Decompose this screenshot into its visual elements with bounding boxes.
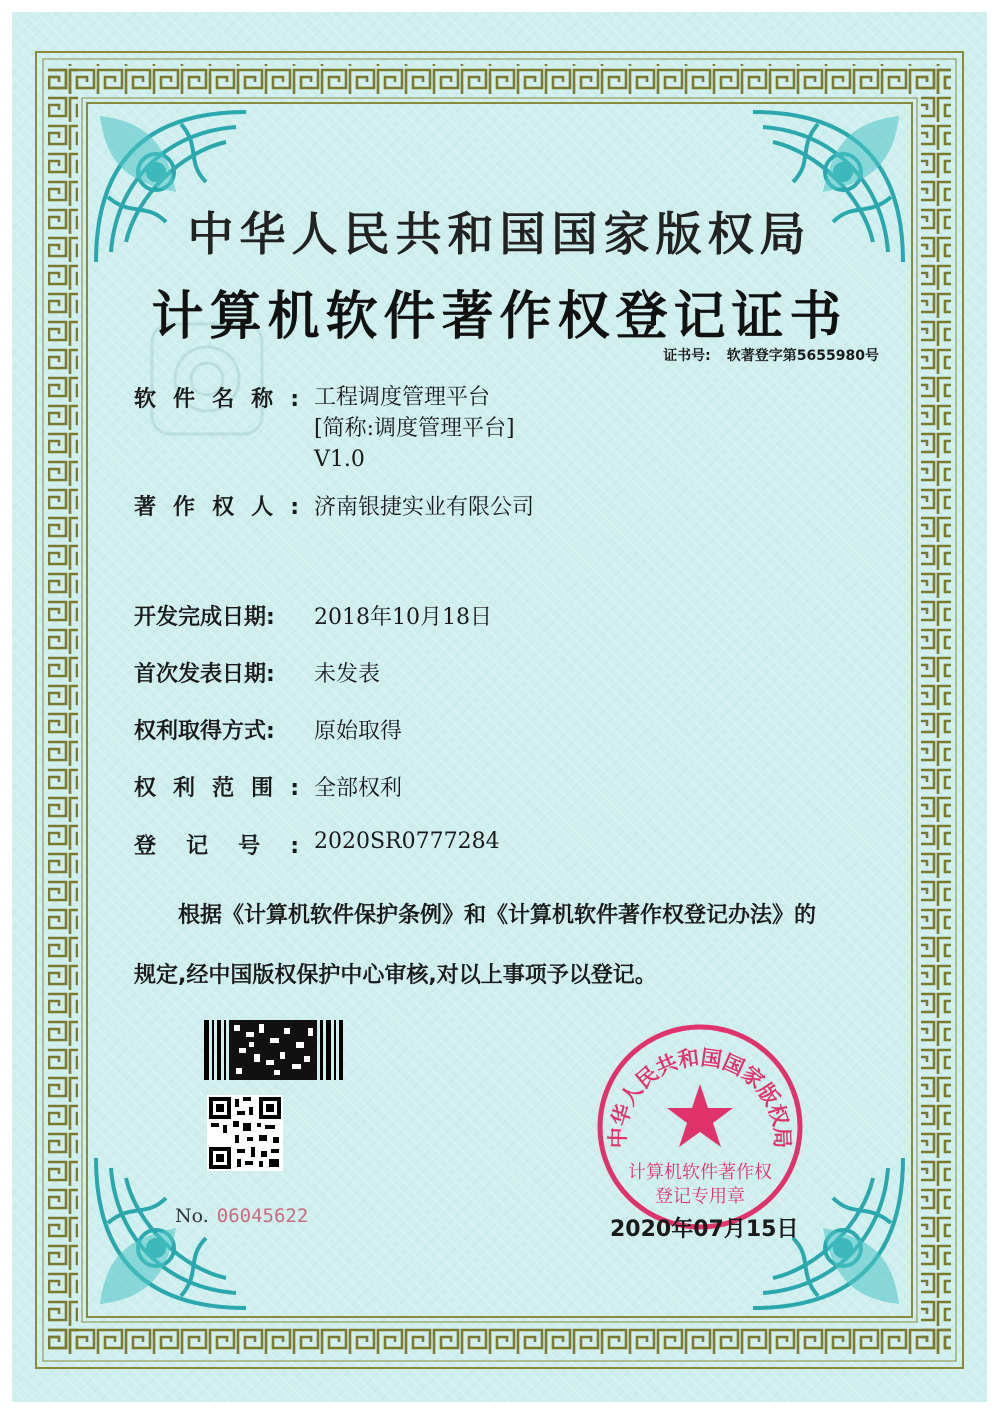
qr-code-icon (207, 1095, 283, 1171)
seal-ring-text: 中华人民共和国国家版权局 (605, 1045, 795, 1149)
certificate-number (663, 345, 879, 365)
certificate-number-label: 证书号: (663, 348, 711, 364)
software-version: V1.0 (314, 447, 365, 472)
registration-number-label: 登记号: (134, 834, 299, 859)
issue-date: 2020年07月15日 (610, 1217, 799, 1242)
software-short-name: [简称:调度管理平台] (314, 416, 515, 441)
serial-number-label: No. (175, 1205, 209, 1227)
issuing-authority: 中华人民共和国国家版权局 (187, 207, 812, 261)
official-seal (595, 1022, 805, 1232)
first-publish-label: 首次发表日期: (134, 662, 275, 687)
certificate-number-value: 软著登字第5655980号 (726, 348, 879, 364)
first-publish-value: 未发表 (314, 662, 381, 687)
registration-number-value: 2020SR0777284 (314, 829, 500, 854)
seal-center-line-1: 计算机软件著作权 (628, 1162, 772, 1183)
certificate (12, 12, 987, 1402)
certificate-title: 计算机软件著作权登记证书 (151, 287, 848, 347)
serial-number (175, 1205, 308, 1227)
scope-value: 全部权利 (314, 776, 403, 801)
owner-label: 著作权人: (134, 495, 299, 520)
acquisition-value: 原始取得 (314, 719, 403, 744)
completion-date-value: 2018年10月18日 (314, 605, 492, 630)
software-name-label: 软件名称: (134, 387, 299, 412)
star-icon (667, 1084, 733, 1147)
barcode-icon (204, 1020, 344, 1080)
acquisition-label: 权利取得方式: (134, 719, 275, 744)
software-name: 工程调度管理平台 (314, 385, 491, 410)
statement-line-1: 根据《计算机软件保护条例》和《计算机软件著作权登记办法》的 (178, 903, 817, 928)
software-name-value (314, 382, 515, 475)
seal-center-line-2: 登记专用章 (655, 1186, 745, 1207)
scope-label: 权利范围: (134, 776, 299, 801)
statement-line-2: 规定,经中国版权保护中心审核,对以上事项予以登记。 (134, 963, 657, 988)
owner-value: 济南银捷实业有限公司 (314, 495, 535, 520)
completion-date-label: 开发完成日期: (134, 605, 275, 630)
serial-number-value: 06045622 (216, 1205, 309, 1227)
